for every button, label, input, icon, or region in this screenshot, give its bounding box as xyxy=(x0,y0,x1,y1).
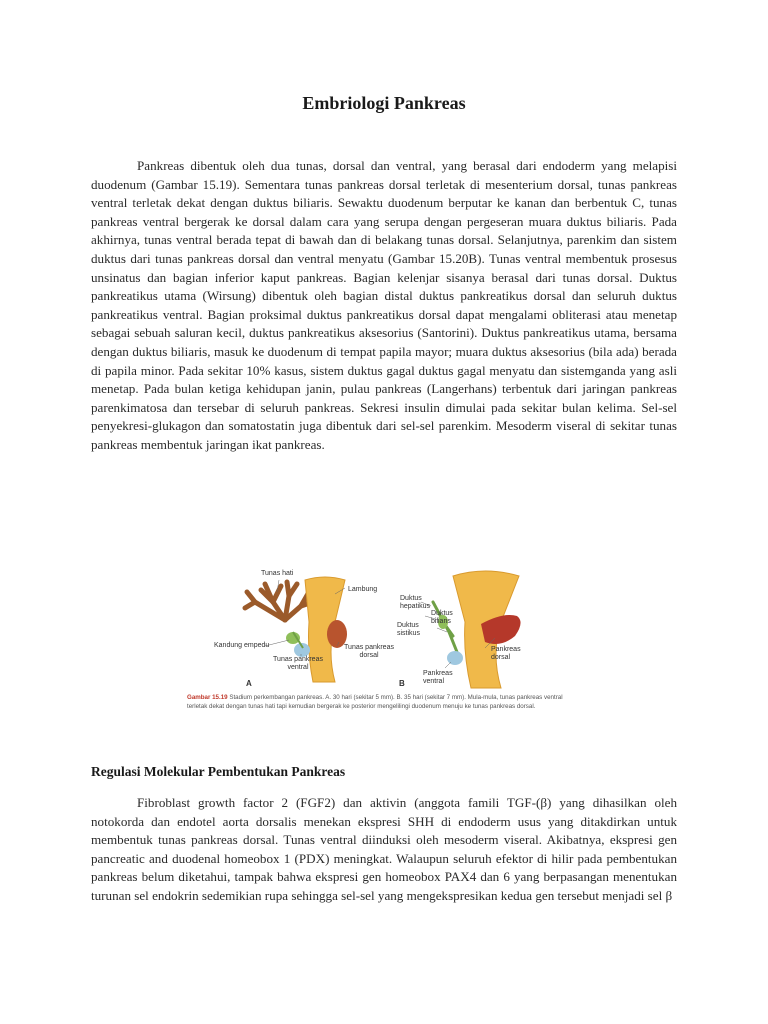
panel-label-a: A xyxy=(246,679,252,688)
section-heading: Regulasi Molekular Pembentukan Pankreas xyxy=(91,764,346,779)
panel-label-b: B xyxy=(399,679,405,688)
label-duktus-sistikus: Duktus sistikus xyxy=(397,622,420,637)
paragraph-molecular-regulation: Fibroblast growth factor 2 (FGF2) dan aktivin (anggota famili TGF-(β) yang dihasilkan oleh notokorda dan endotel aorta dorsalis menekan ekspresi SHH di endoderm usus yang ditakdirkan untuk membentuk tunas pankreas dorsal. Tunas ventral diinduksi oleh mesoderm viseral. Akibatnya, ekspresi gen pancreatic and duodenal homeobox 1 (PDX) meningkat. Walaupun seluruh efektor di hilir pada pembentukan pankreas belum diketahui, tampak bahwa ekspresi gen homeobox PAX4 dan 6 yang berpasangan menentukan turunan sel endokrin sedemikian rupa sehingga sel-sel yang mengekspresikan kedua gen tersebut menjadi sel β xyxy=(91,795,677,903)
label-duktus-hepatikus: Duktus hepatikus xyxy=(400,595,430,610)
label-pankreas-ventral: Pankreas ventral xyxy=(423,670,453,685)
paragraph-embryology: Pankreas dibentuk oleh dua tunas, dorsal dan ventral, yang berasal dari endoderm yang melapisi duodenum (Gambar 15.19). Sementara tunas pankreas dorsal terletak di mesenterium dorsal, tunas pankreas ventral terletak dekat dengan duktus biliaris. Sewaktu duodenum berputar ke kanan dan berbentuk C, tunas pankreas ventral bergerak ke dorsal dalam cara yang serupa dengan pergeseran muara duktus biliaris. Pada akhirnya, tunas ventral berada tepat di bawah dan di belakang tunas dorsal. Selanjutnya, parenkim dan sistem duktus dari tunas pankreas dorsal dan ventral menyatu (Gambar 15.20B). Tunas ventral membentuk prosesus unsinatus dan bagian inferior kaput pankreas. Bagian kelenjar sisanya berasal dari tunas dorsal. Duktus pankreatikus utama (Wirsung) dibentuk oleh bagian distal duktus pankreatikus dorsal dan seluruh duktus pankreatikus ventral. Bagian proksimal duktus pankreatikus dorsal dapat mengalami obliterasi atau menetap sebagai sebuah saluran kecil, duktus pankreatikus aksesorius (Santorini). Duktus pankreatikus utama, bersama dengan duktus biliaris, masuk ke duodenum di tempat papila mayor; muara duktus aksesorius (bila ada) berada di papila minor. Pada sekitar 10% kasus, sistem duktus gagal duktus gagal menyatu dan sistemganda yang asli menetap. Pada bulan ketiga kehidupan janin, pulau pankreas (Langerhans) terbentuk dari jaringan pankreas parenkimatosa dan tersebar di seluruh pankreas. Sekresi insulin dimulai pada sekitar bulan kelima. Sel-sel penyekresi-glukagon dan somatostatin juga dibentuk dari sel-sel parenkim. Mesoderm viseral di sekitar tunas pankreas membentuk jaringan ikat pankreas. xyxy=(91,158,677,452)
liver-bud-shape xyxy=(245,582,313,620)
caption-text: Stadium perkembangan pankreas. A. 30 hari (sekitar 5 mm). B. 35 hari (sekitar 7 mm). Mula-mula, tunas pankreas ventral terletak dekat dengan tunas hati tapi kemudian bergerak ke posterior mengelilingi duodenum menuju ke tunas pankreas dorsal. xyxy=(187,694,563,710)
label-pankreas-dorsal: Pankreas dorsal xyxy=(491,646,521,661)
figure-15-19 xyxy=(185,562,583,732)
label-tunas-pankreas-dorsal: Tunas pankreas dorsal xyxy=(344,644,394,659)
ventral-pancreas-b xyxy=(447,651,463,665)
page-title: Embriologi Pankreas xyxy=(302,93,466,113)
label-lambung: Lambung xyxy=(348,586,378,593)
caption-label: Gambar 15.19 xyxy=(187,694,228,701)
label-tunas-pankreas-ventral: Tunas pankreas ventral xyxy=(273,656,323,671)
label-kandung-empedu: Kandung empedu xyxy=(214,642,270,649)
figure-caption xyxy=(187,693,579,711)
pancreas-development-illustration xyxy=(185,562,583,692)
label-tunas-hati: Tunas hati xyxy=(261,570,294,577)
label-duktus-biliaris: Duktus biliaris xyxy=(431,610,453,625)
